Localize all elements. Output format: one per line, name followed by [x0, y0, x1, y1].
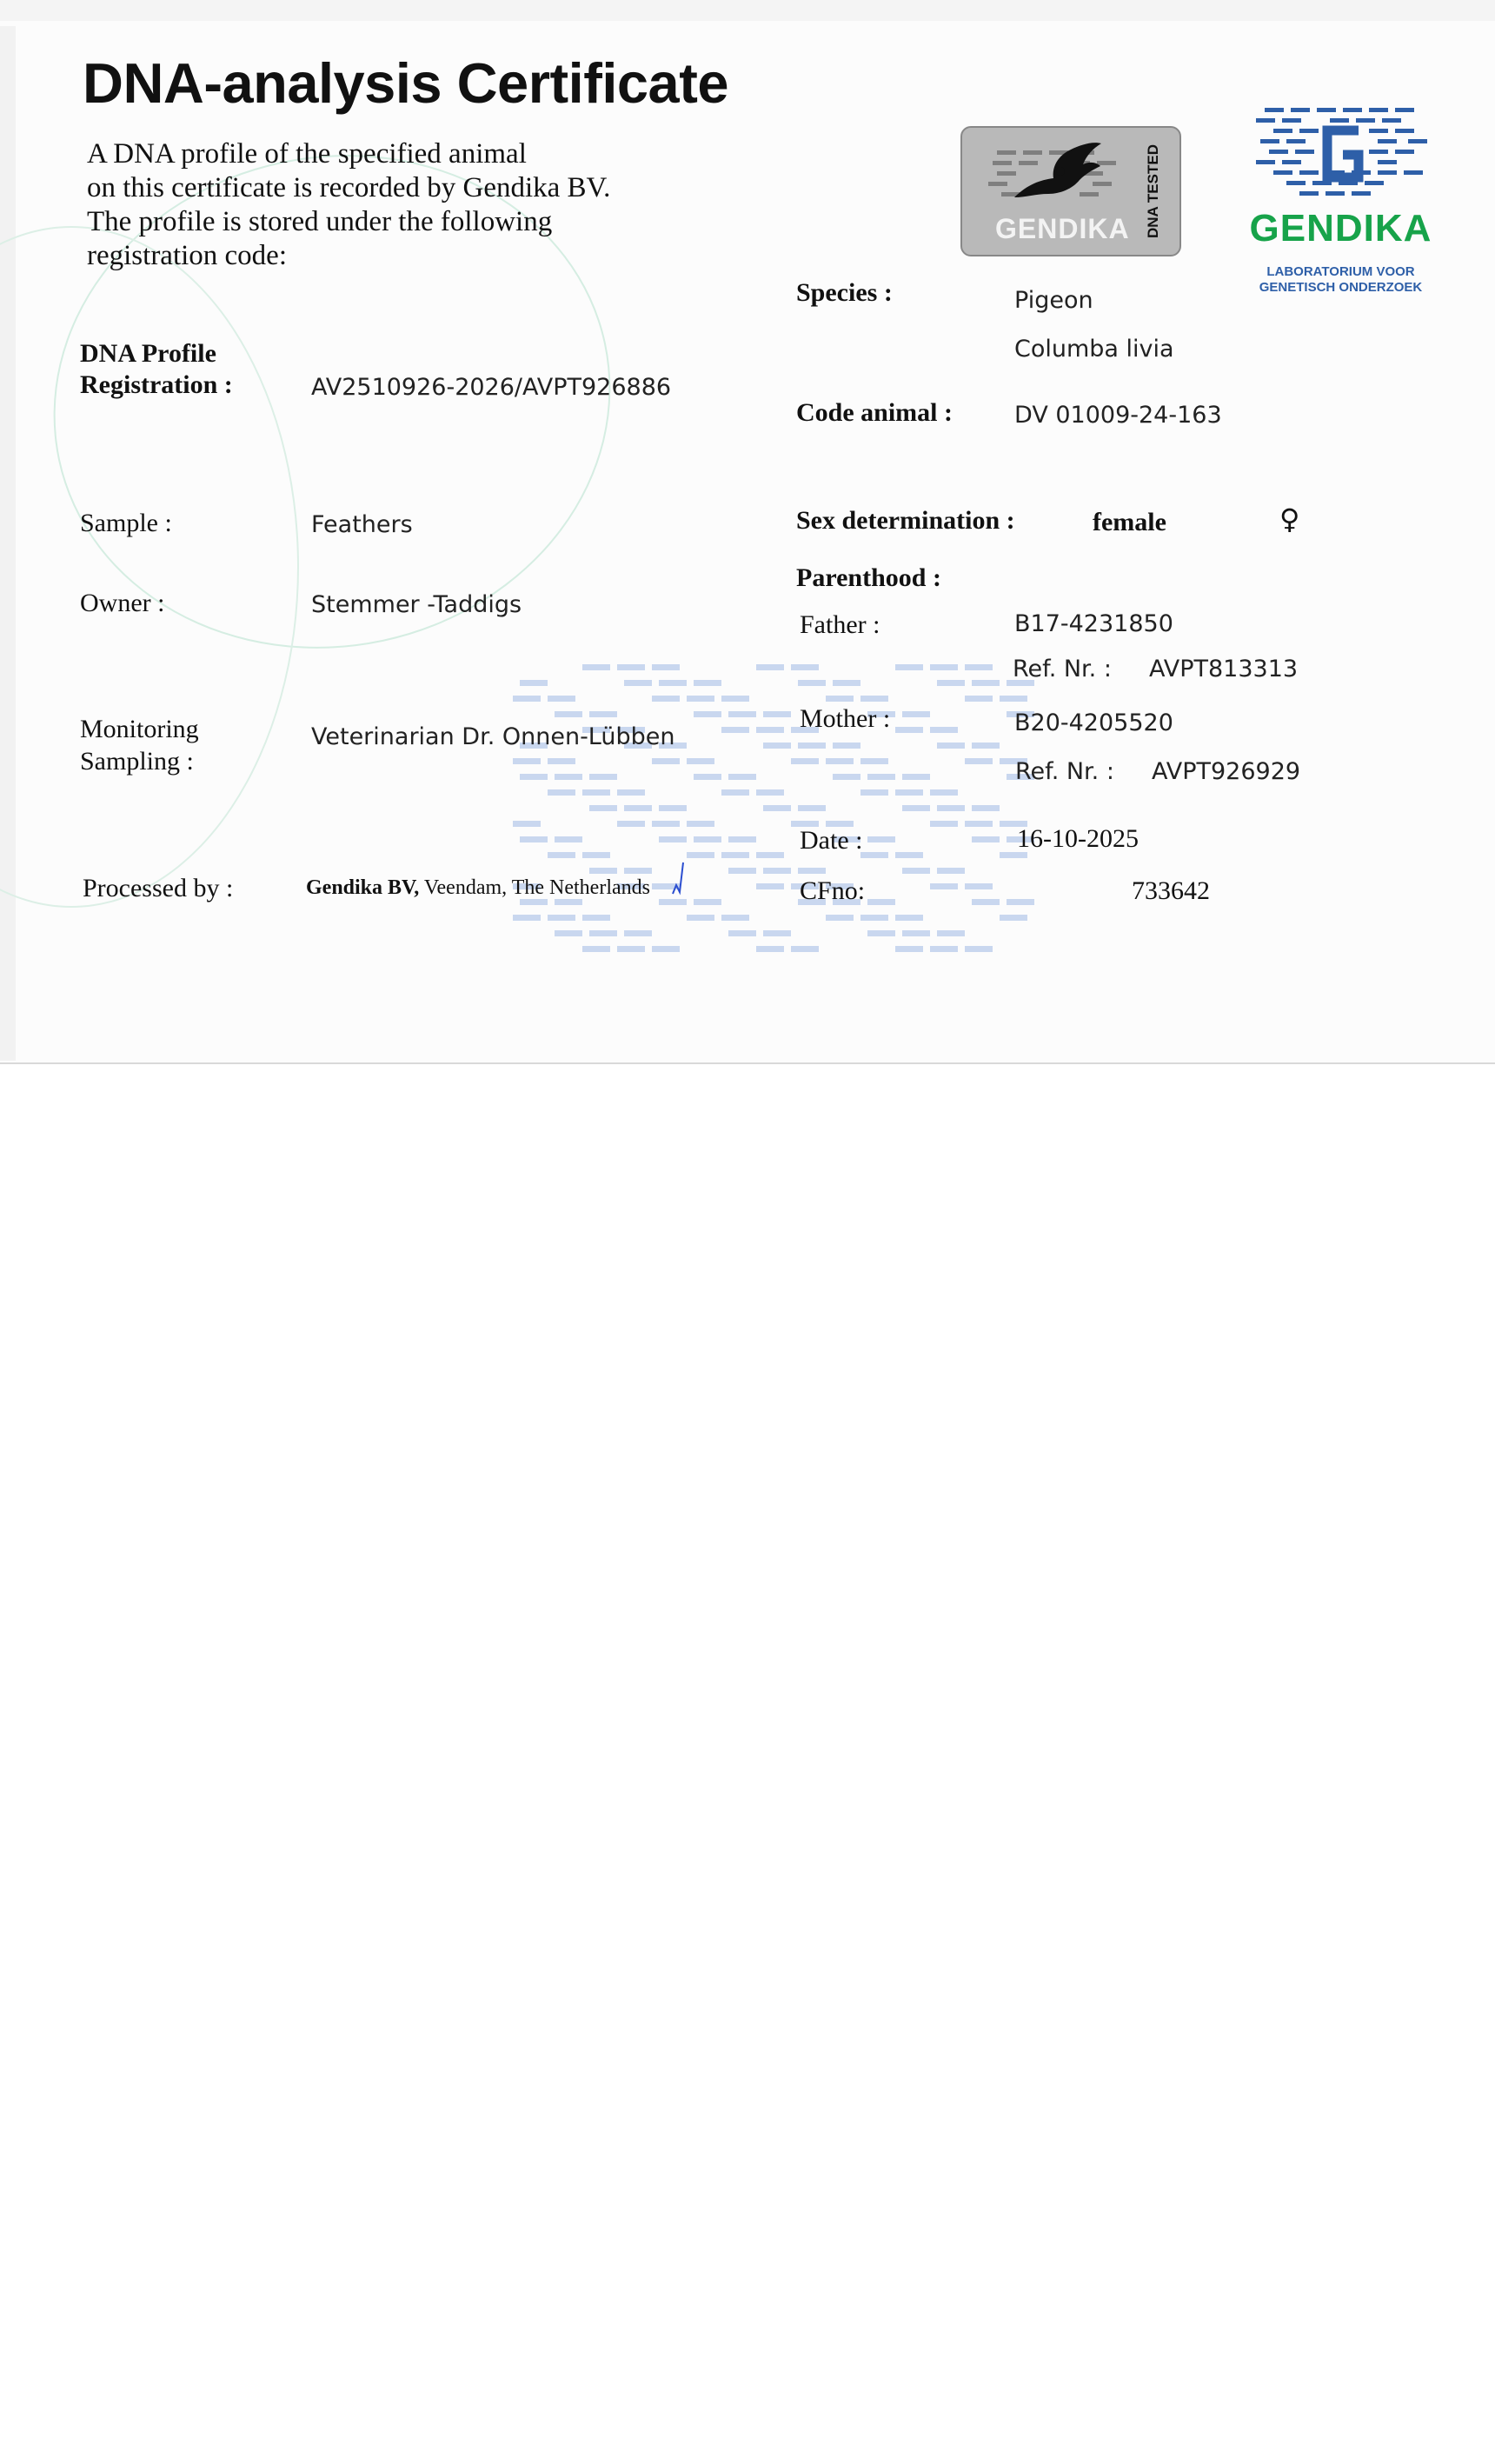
species-common-value: Pigeon [1014, 287, 1093, 314]
mother-label: Mother : [800, 704, 891, 733]
species-latin-value: Columba livia [1014, 336, 1174, 363]
monitoring-label-line2: Sampling : [80, 747, 194, 776]
registration-value: AV2510926-2026/AVPT926886 [311, 374, 672, 401]
female-symbol-icon: ♀ [1279, 503, 1300, 536]
parenthood-label: Parenthood : [796, 563, 941, 592]
badge-tested-label: DNA TESTED [1145, 144, 1161, 238]
page-title: DNA-analysis Certificate [83, 51, 728, 115]
gendika-logo [1247, 104, 1434, 300]
father-value: B17-4231850 [1014, 610, 1173, 637]
date-value: 16-10-2025 [1017, 824, 1139, 853]
processed-place: Veendam, The Netherlands [419, 876, 650, 899]
sex-determination-label: Sex determination : [796, 506, 1015, 535]
code-animal-value: DV 01009-24-163 [1014, 402, 1222, 429]
dove-icon [1010, 137, 1106, 215]
sample-label: Sample : [80, 509, 172, 537]
mother-ref-value: AVPT926929 [1152, 758, 1301, 785]
processed-label: Processed by : [83, 874, 234, 902]
intro-line: on this certificate is recorded by Gendika BV. [87, 172, 611, 203]
monitoring-value: Veterinarian Dr. Onnen-Lübben [311, 723, 675, 750]
intro-line: A DNA profile of the specified animal [87, 138, 527, 170]
logo-subtitle-line: LABORATORIUM VOOR [1266, 264, 1415, 279]
date-label: Date : [800, 826, 863, 855]
ink-mark-icon [669, 859, 694, 897]
mother-ref-label: Ref. Nr. : [1015, 758, 1114, 785]
father-ref-label: Ref. Nr. : [1013, 656, 1112, 683]
monitoring-label-line1: Monitoring [80, 715, 199, 743]
species-label: Species : [796, 278, 893, 307]
badge-brand-text: GENDIKA [995, 213, 1130, 244]
gendika-logo-mark [1247, 104, 1434, 202]
father-ref-value: AVPT813313 [1149, 656, 1299, 683]
badge-tested-text [1140, 143, 1166, 239]
intro-text [87, 137, 610, 273]
father-label: Father : [800, 610, 880, 639]
intro-line: The profile is stored under the following [87, 206, 553, 237]
logo-subtitle-line: GENETISCH ONDERZOEK [1259, 280, 1423, 295]
code-animal-label: Code animal : [796, 398, 953, 427]
owner-value: Stemmer -Taddigs [311, 591, 522, 618]
owner-label: Owner : [80, 589, 165, 617]
cfno-label: CFno: [800, 876, 866, 905]
registration-label-line2: Registration : [80, 370, 233, 399]
cfno-value: 733642 [1132, 876, 1210, 905]
processed-company: Gendika BV, [306, 876, 420, 899]
card-top-edge [0, 0, 1495, 21]
intro-line: registration code: [87, 240, 288, 271]
sample-value: Feathers [311, 511, 413, 538]
logo-name: GENDIKA [1249, 207, 1432, 250]
mother-value: B20-4205520 [1014, 709, 1173, 736]
dna-tested-badge [960, 126, 1181, 256]
sex-value: female [1093, 508, 1166, 536]
certificate-card [0, 0, 1495, 1064]
logo-subtitle [1247, 264, 1434, 296]
watermark-dna-pattern [495, 661, 1034, 969]
processed-value [306, 876, 650, 900]
registration-label-line1: DNA Profile [80, 339, 216, 368]
